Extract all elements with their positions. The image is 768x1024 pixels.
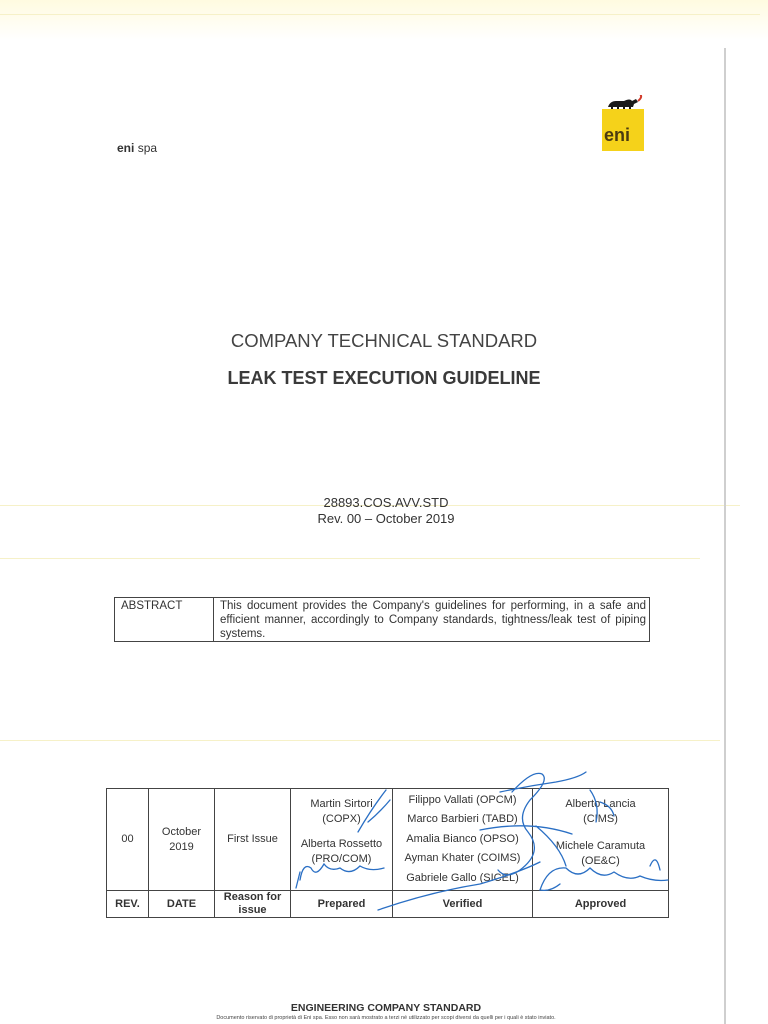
document-category: COMPANY TECHNICAL STANDARD xyxy=(230,330,538,351)
header-approved: Approved xyxy=(533,891,669,918)
verified-name: Filippo Vallati (OPCM) xyxy=(408,793,517,806)
company-name-suffix: spa xyxy=(137,141,158,155)
verified-name: Ayman Khater (COIMS) xyxy=(404,852,521,865)
document-title: LEAK TEST EXECUTION GUIDELINE xyxy=(227,368,541,388)
rev-number: 00 xyxy=(107,789,149,891)
abstract-divider xyxy=(213,598,214,641)
header-rev: REV. xyxy=(107,891,149,918)
scan-artifact-line xyxy=(0,558,700,559)
rev-date: October 2019 xyxy=(149,789,215,891)
revision-table xyxy=(106,788,669,918)
document-code: 28893.COS.AVV.STD xyxy=(323,495,449,510)
scan-top-band xyxy=(0,0,768,40)
prepared-name: Alberta Rossetto (PRO/COM) xyxy=(300,838,383,865)
verified-name: Marco Barbieri (TABD) xyxy=(407,813,518,826)
page-edge-shadow xyxy=(724,48,726,1024)
header-date: DATE xyxy=(149,891,215,918)
abstract-label: ABSTRACT xyxy=(121,600,183,612)
company-name xyxy=(117,141,157,155)
header-reason: Reason for issue xyxy=(215,891,291,918)
revision-header-row xyxy=(107,891,669,918)
company-name-main: eni xyxy=(117,141,135,155)
scan-artifact-line xyxy=(0,740,720,741)
approved-by xyxy=(533,789,669,891)
abstract-text: This document provides the Company's guidelines for performing, in a safe and efficient manner, accordingly to Company standards, tightness/leak test of piping systems. xyxy=(220,600,646,640)
approved-name: Michele Caramuta (OE&C) xyxy=(555,840,646,867)
document-revision: Rev. 00 – October 2019 xyxy=(317,511,455,526)
footer-confidentiality-note: Documento riservato di proprietà di Eni spa. Esso non sarà mostrato a terzi né utilizzato per scopi diversi da quelli per i quali è stato inviato. xyxy=(216,1015,556,1021)
approved-name: Alberto Lancia (CIMS) xyxy=(565,798,636,825)
scan-artifact-line xyxy=(0,14,760,15)
header-prepared: Prepared xyxy=(291,891,393,918)
rev-reason: First Issue xyxy=(215,789,291,891)
verified-name: Amalia Bianco (OPSO) xyxy=(406,832,519,845)
prepared-by xyxy=(291,789,393,891)
prepared-name: Martin Sirtori (COPX) xyxy=(310,798,373,825)
revision-row xyxy=(107,789,669,891)
verified-name: Gabriele Gallo (SICEL) xyxy=(406,871,519,884)
abstract-box xyxy=(114,597,650,642)
footer-title: ENGINEERING COMPANY STANDARD xyxy=(290,1002,482,1014)
verified-by xyxy=(393,789,533,891)
header-verified: Verified xyxy=(393,891,533,918)
logo-text: eni xyxy=(604,125,631,145)
eni-logo xyxy=(600,95,646,153)
